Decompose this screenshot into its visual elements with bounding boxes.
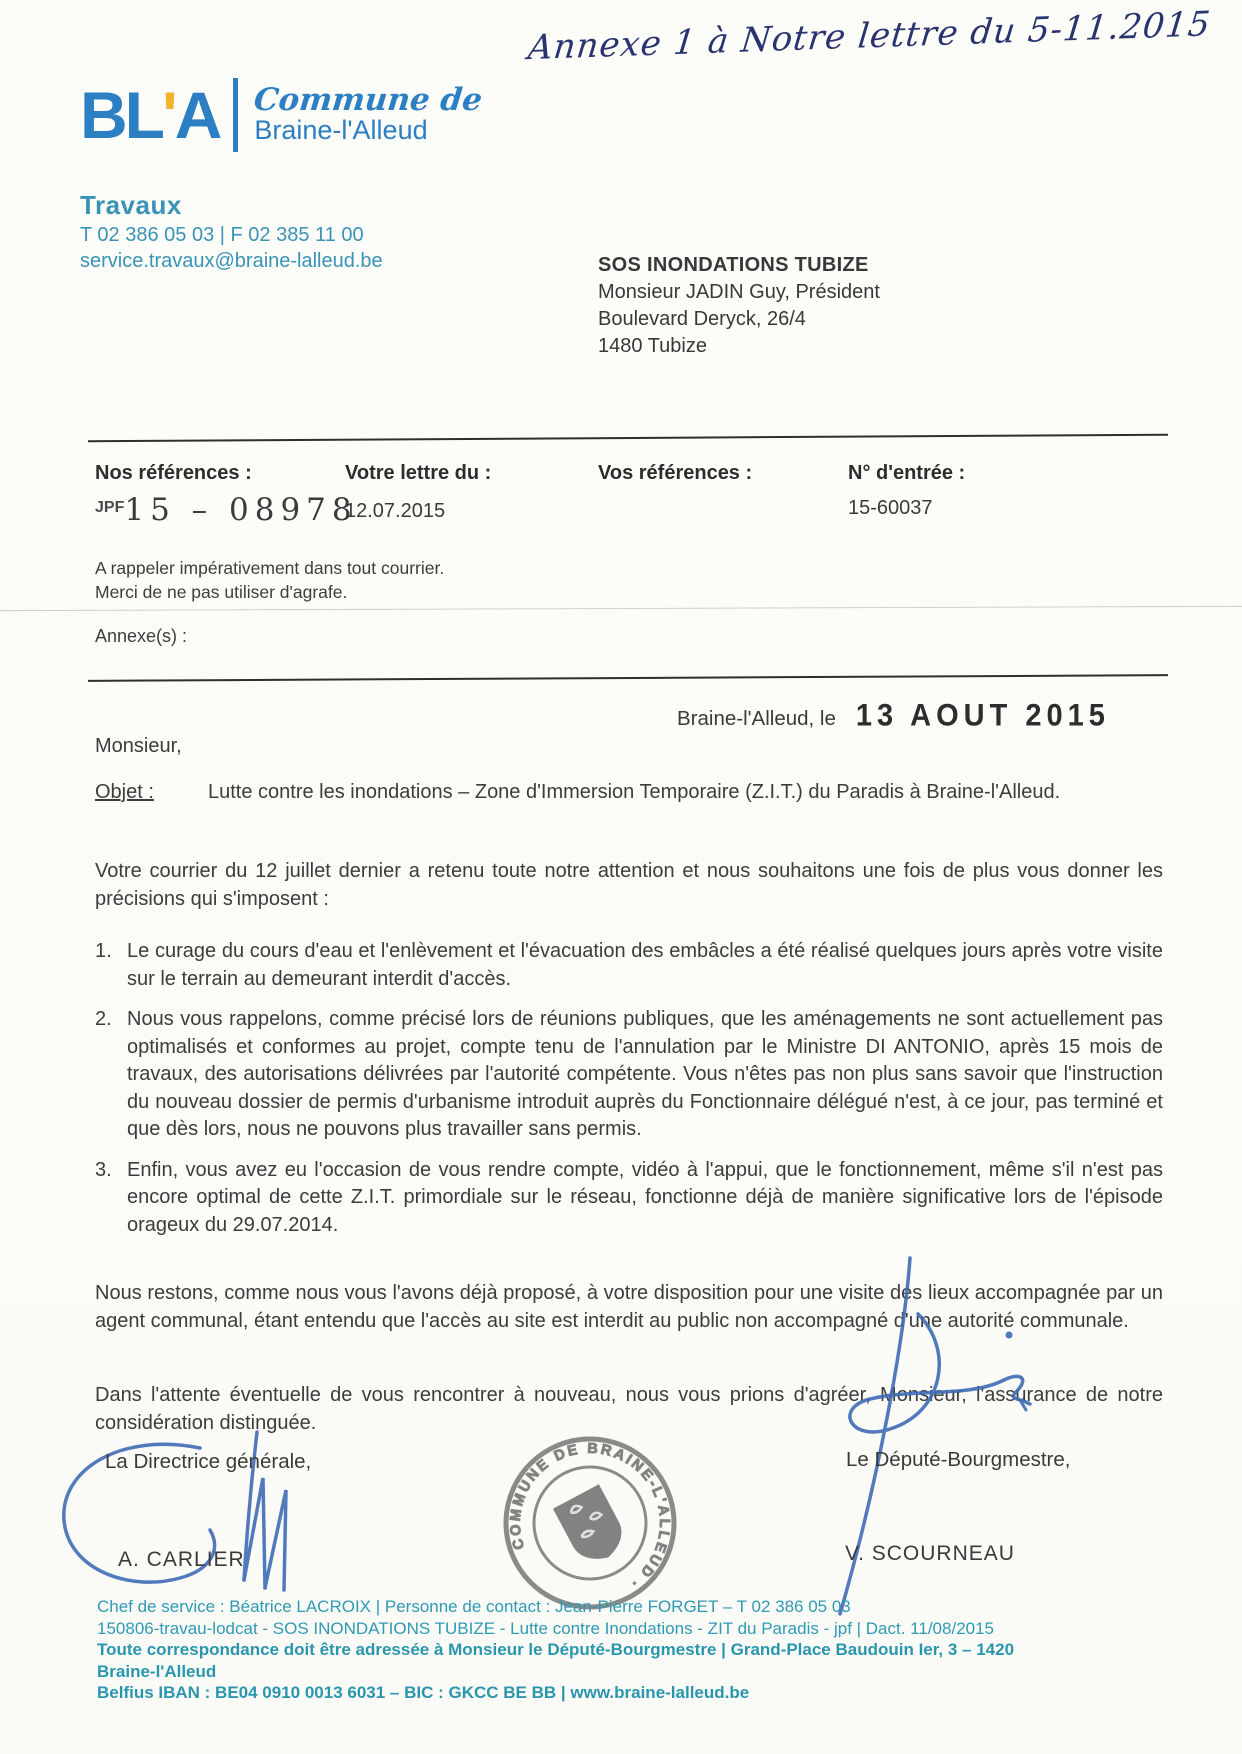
list-item-text: Nous vous rappelons, comme précisé lors de réunions publiques, que les aménagements ne sont actuellement pas optimalisés et conformes au projet, compte tenu de l'annulation par le Ministre DI ANTONIO, après 15 mois de travaux, des autorisations délivrées par l'autorité compétente. Vous n'êtes pas non plus sans savoir que l'instruction du nouveau dossier de permis d'urbanisme introduit auprès du Fonctionnaire délégué n'est, à ce jour, pas terminé et que dès lors, nous ne pouvons plus travailler sans permis. xyxy=(127,1008,1163,1140)
recipient-city: 1480 Tubize xyxy=(598,335,707,357)
department-name: Travaux xyxy=(80,190,182,220)
entry-number-label: N° d'entrée : xyxy=(848,462,966,484)
footer-correspondence-line: Toute correspondance doit être adressée à Monsieur le Député-Bourgmestre | Grand-Place Baudouin Ier, 3 – 1420 xyxy=(97,1640,1015,1659)
footer-block xyxy=(97,1596,1187,1704)
entry-number-value: 15-60037 xyxy=(848,497,933,519)
our-ref-stamp: 15 – 08978 xyxy=(124,492,358,528)
closing-paragraph-1: Nous restons, comme nous vous l'avons déjà proposé, à votre disposition pour une visite des lieux accompagnée par un agent communal, étant entendu que l'accès au site est interdit au public non accompagné d'une autorité communale. xyxy=(95,1282,1163,1332)
list-item-text: Le curage du cours d'eau et l'enlèvement et l'évacuation des embâcles a été réalisé quelques jours après votre visite sur le terrain au demeurant interdit d'accès. xyxy=(127,940,1163,990)
signature-right-name: V. SCOURNEAU xyxy=(845,1542,1015,1565)
scan-crease-line xyxy=(0,606,1242,611)
dateline-place: Braine-l'Alleud, le xyxy=(677,707,836,730)
logo-letter-a: A xyxy=(174,78,220,152)
list-item xyxy=(95,938,1163,993)
footer-city-line: Braine-l'Alleud xyxy=(97,1661,217,1681)
logo-tagline-script: Commune de xyxy=(252,81,485,118)
logo-tagline xyxy=(252,81,485,146)
subject-text: Lutte contre les inondations – Zone d'Immersion Temporaire (Z.I.T.) du Paradis à Braine-l'Alleud. xyxy=(208,781,1061,803)
separator-rule-bottom xyxy=(88,674,1168,682)
recipient-org: SOS INONDATIONS TUBIZE xyxy=(598,254,869,276)
footer-contact-line: Chef de service : Béatrice LACROIX | Personne de contact : Jean-Pierre FORGET – T 02 386 05 03 xyxy=(97,1597,851,1616)
list-item-number: 3. xyxy=(95,1158,112,1181)
commune-stamp xyxy=(500,1433,680,1613)
list-item xyxy=(95,1157,1163,1240)
commune-stamp-text: COMMUNE DE BRAINE-L'ALLEUD · xyxy=(507,1440,673,1593)
list-item-number: 1. xyxy=(95,940,112,962)
recipient-address xyxy=(598,252,880,360)
logo-acronym xyxy=(80,78,220,152)
department-block xyxy=(80,190,383,273)
logo-letters-bl: BL xyxy=(80,78,162,152)
separator-rule-top xyxy=(88,434,1168,443)
logo-tagline-sub: Braine-l'Alleud xyxy=(254,115,428,146)
handwritten-annotation: Annexe 1 à Notre lettre du 5-11.2015 xyxy=(526,4,1213,69)
list-item-text: Enfin, vous avez eu l'occasion de vous rendre compte, vidéo à l'appui, que le fonctionnement, même s'il n'est pas encore optimal de cette Z.I.T. primordiale sur le réseau, fonctionne déjà de manière significative lors de l'épisode orageux du 29.07.2014. xyxy=(127,1158,1163,1236)
numbered-list xyxy=(95,938,1163,1252)
our-ref-value xyxy=(95,492,358,528)
subject-label: Objet : xyxy=(95,781,154,803)
your-letter-label: Votre lettre du : xyxy=(345,462,492,484)
our-ref-prefix: JPF xyxy=(95,499,125,516)
your-letter-value: 12.07.2015 xyxy=(345,500,446,522)
recipient-street: Boulevard Deryck, 26/4 xyxy=(598,308,806,330)
subject-line xyxy=(95,779,1163,807)
footer-bank-line: Belfius IBAN : BE04 0910 0013 6031 – BIC : GKCC BE BB | www.braine-lalleud.be xyxy=(97,1683,750,1702)
signature-left-title: La Directrice générale, xyxy=(105,1450,312,1473)
your-ref-label: Vos références : xyxy=(598,462,753,484)
department-email: service.travaux@braine-lalleud.be xyxy=(80,250,383,272)
logo-divider xyxy=(233,78,238,152)
recipient-contact: Monsieur JADIN Guy, Président xyxy=(598,281,880,303)
signature-left-name: A. CARLIER xyxy=(118,1548,245,1571)
our-ref-label: Nos références : xyxy=(95,462,252,484)
reference-notes xyxy=(95,556,444,604)
commune-logo xyxy=(80,78,485,152)
annex-label: Annexe(s) : xyxy=(95,626,188,646)
signature-right-title: Le Député-Bourgmestre, xyxy=(846,1448,1071,1471)
logo-apostrophe: ' xyxy=(161,78,175,152)
list-item-number: 2. xyxy=(95,1008,112,1030)
closing-paragraph-2: Dans l'attente éventuelle de vous rencontrer à nouveau, nous vous prions d'agréer, Monsieur, l'assurance de notre considération distinguée. xyxy=(95,1384,1163,1434)
date-stamp: 13 AOUT 2015 xyxy=(855,698,1110,734)
reference-note-2: Merci de ne pas utiliser d'agrafe. xyxy=(95,582,348,602)
intro-paragraph: Votre courrier du 12 juillet dernier a retenu toute notre attention et nous souhaitons une fois de plus vous donner les précisions qui s'imposent : xyxy=(95,860,1163,910)
dateline xyxy=(677,700,1110,733)
salutation: Monsieur, xyxy=(95,735,182,757)
list-item xyxy=(95,1006,1163,1144)
footer-file-line: 150806-travau-lodcat - SOS INONDATIONS TUBIZE - Lutte contre Inondations - ZIT du Paradis - jpf | Dact. 11/08/2015 xyxy=(97,1618,995,1638)
department-phone-fax: T 02 386 05 03 | F 02 385 11 00 xyxy=(80,224,364,246)
reference-note-1: A rappeler impérativement dans tout courrier. xyxy=(95,558,445,578)
